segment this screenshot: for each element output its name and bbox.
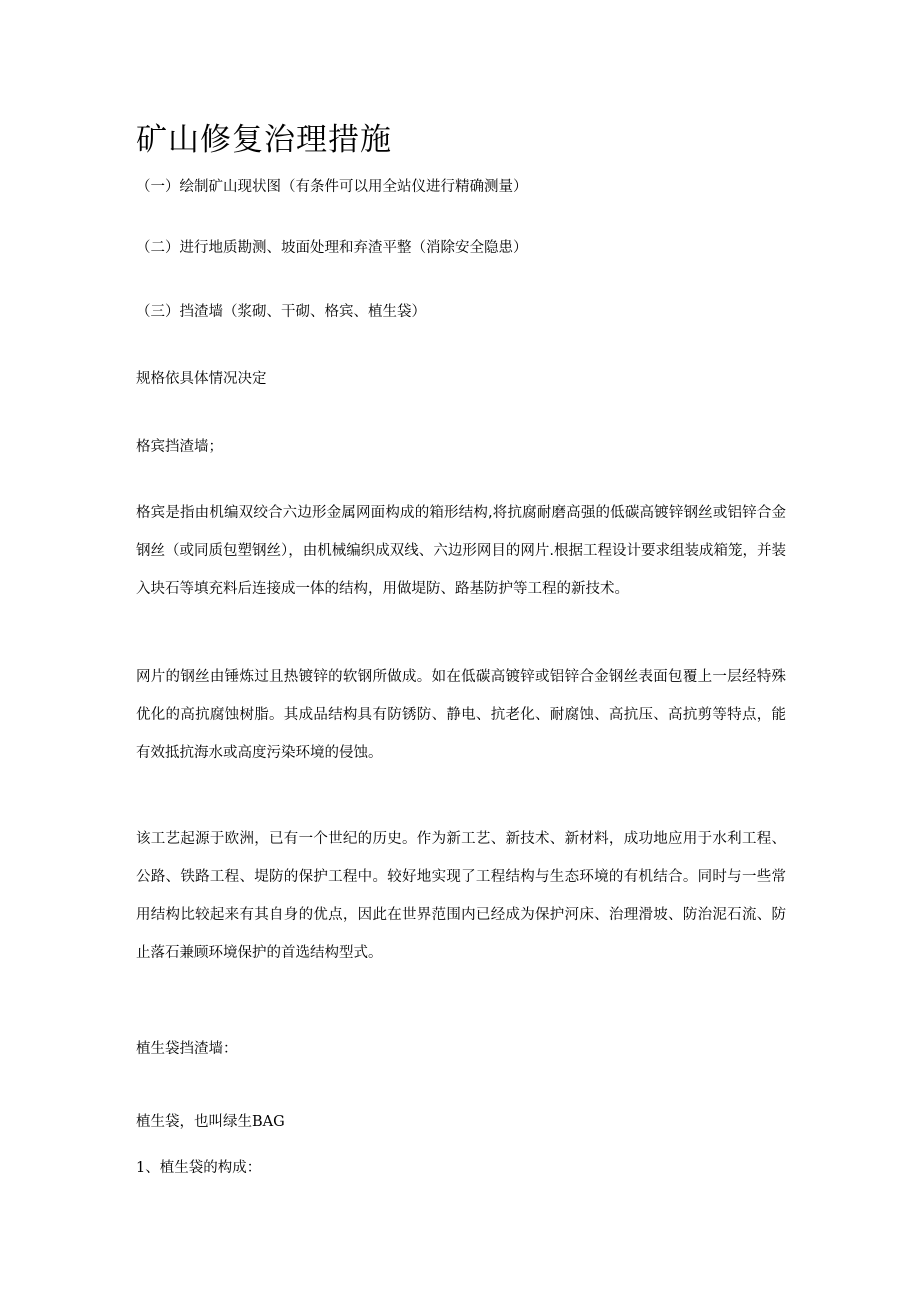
- list-item-2: （二）进行地质勘测、坡面处理和弃渣平整（消除安全隐患）: [136, 240, 528, 256]
- bag-intro: 植生袋，也叫绿生BAG: [136, 1114, 285, 1130]
- bag-list-item-1: 1、植生袋的构成：: [136, 1160, 262, 1176]
- gabion-paragraph-3: 该工艺起源于欧洲，已有一个世纪的历史。作为新工艺、新技术、新材料，成功地应用于水利工程、公路、铁路工程、堤防的保护工程中。较好地实现了工程结构与生态环境的有机结合。同时与一些常用结构比较起来有其自身的优点，因此在世界范围内已经成为保护河床、治理滑坡、防治泥石流、防止落石兼顾环境保护的首选结构型式。: [136, 831, 786, 961]
- page-title: 矿山修复治理措施: [136, 122, 392, 158]
- spec-note: 规格依具体情况决定: [136, 371, 267, 387]
- gabion-paragraph-2: 网片的钢丝由锤炼过且热镀锌的软钢所做成。如在低碳高镀锌或铝锌合金钢丝表面包覆上一层经特殊优化的高抗腐蚀树脂。其成品结构具有防锈防、静电、抗老化、耐腐蚀、高抗压、高抗剪等特点，能有效抵抗海水或高度污染环境的侵蚀。: [136, 669, 786, 761]
- gabion-paragraph-1: 格宾是指由机编双绞合六边形金属网面构成的箱形结构,将抗腐耐磨高强的低碳高镀锌钢丝或铝锌合金钢丝（或同质包塑钢丝），由机械编织成双线、六边形网目的网片.根据工程设计要求组装成箱笼，并装入块石等填充料后连接成一体的结构，用做堤防、路基防护等工程的新技术。: [136, 505, 786, 597]
- list-item-3: （三）挡渣墙（浆砌、干砌、格宾、植生袋）: [136, 304, 426, 320]
- bag-heading: 植生袋挡渣墙：: [136, 1041, 238, 1057]
- list-item-1: （一）绘制矿山现状图（有条件可以用全站仪进行精确测量）: [136, 179, 528, 195]
- gabion-heading: 格宾挡渣墙；: [136, 439, 223, 455]
